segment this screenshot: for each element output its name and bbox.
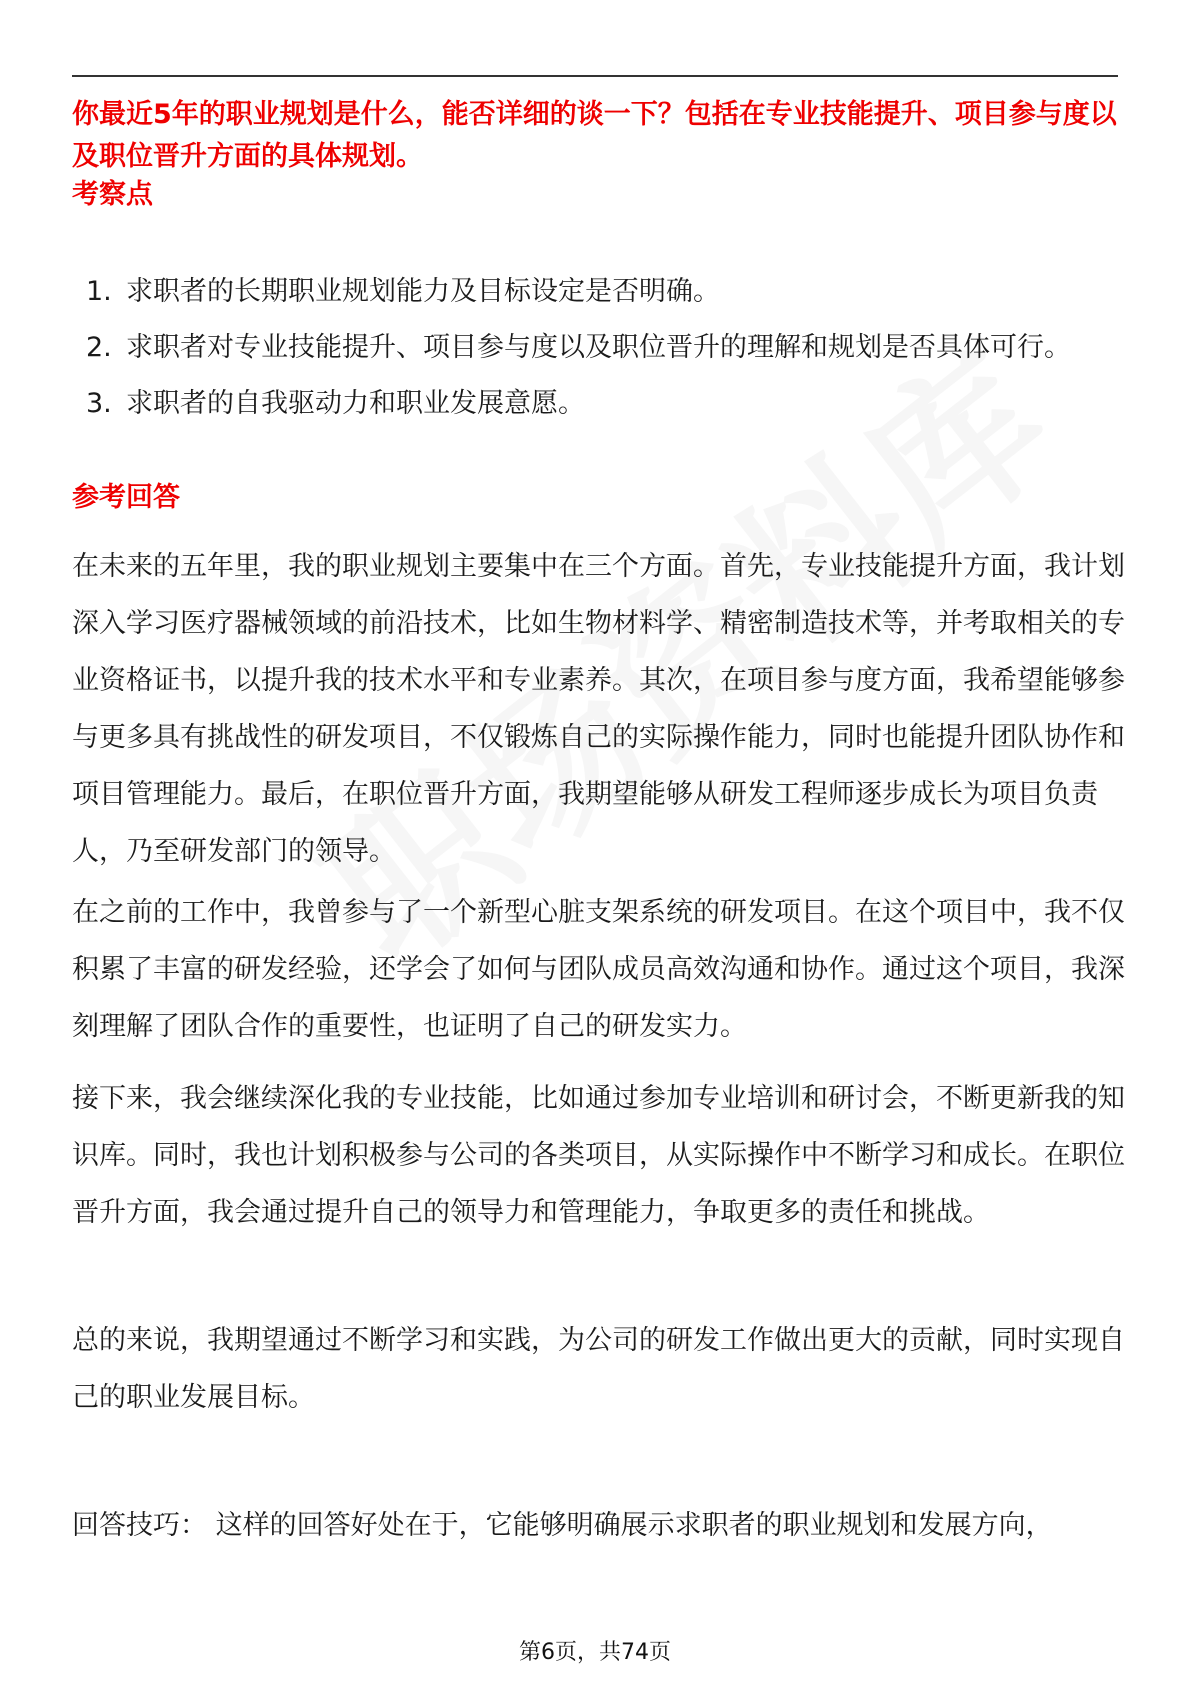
top-divider bbox=[72, 75, 1118, 77]
page-number: 第6页，共74页 bbox=[519, 1640, 671, 1665]
points-list bbox=[72, 264, 1132, 432]
list-item-text: 求职者的长期职业规划能力及目标设定是否明确。 bbox=[126, 276, 720, 307]
answer-tips: 回答技巧： 这样的回答好处在于，它能够明确展示求职者的职业规划和发展方向， bbox=[72, 1510, 1053, 1541]
list-item bbox=[72, 320, 1132, 376]
question-title: 你最近5年的职业规划是什么，能否详细的谈一下？包括在专业技能提升、项目参与度以及职位晋升方面的具体规划。 bbox=[72, 99, 1117, 172]
list-item bbox=[72, 264, 1132, 320]
points-heading: 考察点 bbox=[72, 179, 153, 210]
answer-paragraph: 总的来说，我期望通过不断学习和实践，为公司的研发工作做出更大的贡献，同时实现自己的职业发展目标。 bbox=[72, 1325, 1125, 1413]
answer-heading: 参考回答 bbox=[72, 482, 180, 513]
list-number: 3. bbox=[86, 388, 112, 419]
list-item bbox=[72, 376, 1132, 432]
list-item-text: 求职者的自我驱动力和职业发展意愿。 bbox=[126, 388, 585, 419]
answer-paragraph: 在之前的工作中，我曾参与了一个新型心脏支架系统的研发项目。在这个项目中，我不仅积累了丰富的研发经验，还学会了如何与团队成员高效沟通和协作。通过这个项目，我深刻理解了团队合作的重要性，也证明了自己的研发实力。 bbox=[72, 897, 1125, 1042]
list-number: 1. bbox=[86, 276, 112, 307]
answer-paragraph: 接下来，我会继续深化我的专业技能，比如通过参加专业培训和研讨会，不断更新我的知识库。同时，我也计划积极参与公司的各类项目，从实际操作中不断学习和成长。在职位晋升方面，我会通过提升自己的领导力和管理能力，争取更多的责任和挑战。 bbox=[72, 1083, 1125, 1228]
list-number: 2. bbox=[86, 332, 112, 363]
answer-paragraph: 在未来的五年里，我的职业规划主要集中在三个方面。首先，专业技能提升方面，我计划深入学习医疗器械领域的前沿技术，比如生物材料学、精密制造技术等，并考取相关的专业资格证书，以提升我的技术水平和专业素养。其次，在项目参与度方面，我希望能够参与更多具有挑战性的研发项目，不仅锻炼自己的实际操作能力，同时也能提升团队协作和项目管理能力。最后，在职位晋升方面，我期望能够从研发工程师逐步成长为项目负责人，乃至研发部门的领导。 bbox=[72, 551, 1125, 867]
list-item-text: 求职者对专业技能提升、项目参与度以及职位晋升的理解和规划是否具体可行。 bbox=[126, 332, 1071, 363]
